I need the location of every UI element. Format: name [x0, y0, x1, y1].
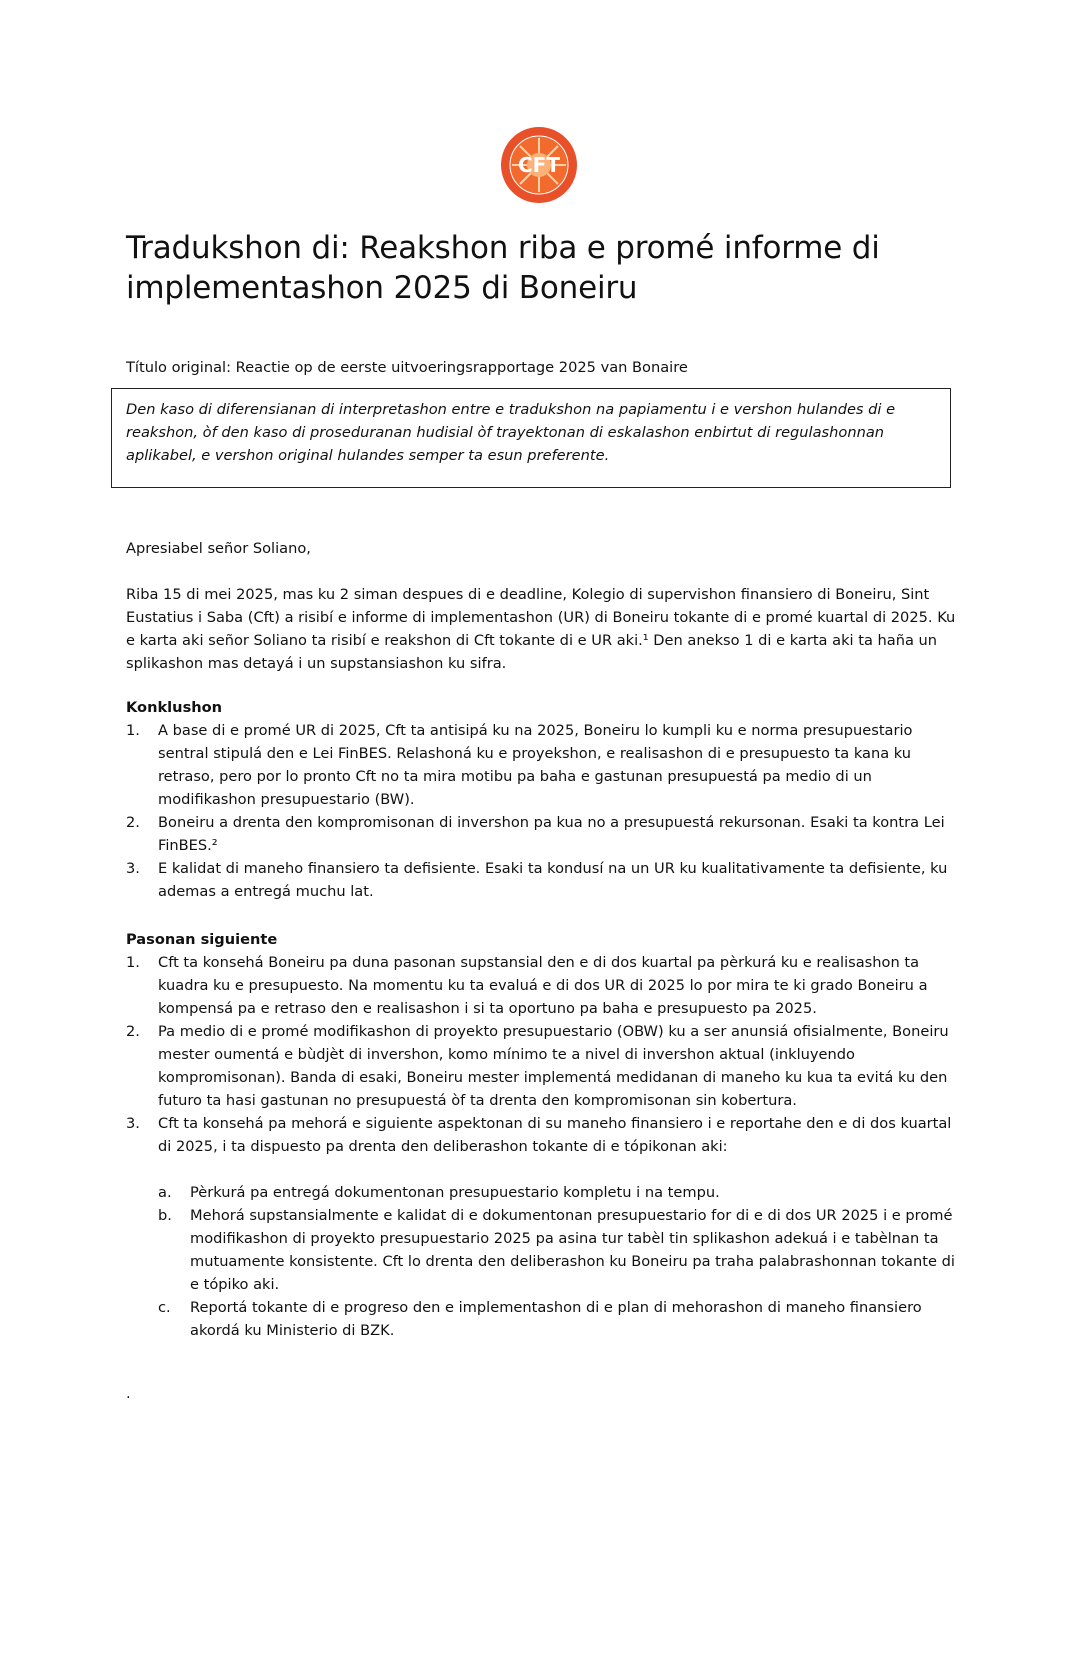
konklushon-heading: Konklushon [126, 699, 223, 716]
list-item: 3. E kalidat di maneho finansiero ta defisiente. Esaki ta kondusí na un UR ku kualitativamente ta defisiente, ku ademas a entregá muchu lat. [126, 860, 948, 900]
list-item: 2. Boneiru a drenta den kompromisonan di invershon pa kua no a presupuestá rekursonan. Esaki ta kontra Lei FinBES.² [126, 814, 945, 854]
translation-notice: Den kaso di diferensianan di interpretashon entre e tradukshon na papiamentu i e vershon hulandes di e reakshon, òf den kaso di proseduranan hudisial òf trayektonan di eskalashon enbirtut di regulashonnan aplikabel, e vershon original hulandes semper ta esun preferente. [111, 388, 951, 488]
list-item: 1. A base di e promé UR di 2025, Cft ta antisipá ku na 2025, Boneiru lo kumpli ku e norma presupuestario sentral stipulá den e Lei FinBES. Relashoná ku e proyekshon, e realisashon di e presupuesto ta kana ku retraso, pero por lo pronto Cft no ta mira motibu pa baha e gastunan presupuestá pa medio di un modifikashon presupuestario (BW). [126, 722, 913, 808]
konklushon-list [126, 719, 966, 903]
salutation: Apresiabel señor Soliano, [126, 540, 311, 557]
list-item: c. Reportá tokante di e progreso den e implementashon di e plan di mehorashon di maneho finansiero akordá ku Ministerio di BZK. [158, 1299, 922, 1339]
svg-text:CFT: CFT [518, 153, 560, 177]
konklushon-section [126, 696, 966, 903]
pasonan-section [126, 928, 966, 1342]
cft-logo [500, 126, 578, 204]
list-item: b. Mehorá supstansialmente e kalidat di e dokumentonan presupuestario for di e di dos UR 2025 i e promé modifikashon di proyekto presupuestario 2025 pa asina tur tabèl tin splikashon adekuá i e tabèlnan ta mutuamente konsistente. Cft lo drenta den deliberashon ku Boneiru pa traha palabrashonnan tokante di e tópiko aki. [158, 1207, 955, 1293]
document-title: Tradukshon di: Reakshon riba e promé informe di implementashon 2025 di Boneiru [126, 230, 880, 306]
original-title: Título original: Reactie op de eerste uitvoeringsrapportage 2025 van Bonaire [126, 359, 688, 376]
cft-seal-icon [500, 126, 578, 204]
pasonan-list [126, 951, 966, 1158]
list-item: 3. Cft ta konsehá pa mehorá e siguiente aspektonan di su maneho finansiero i e reportahe den e di dos kuartal di 2025, i ta dispuesto pa drenta den deliberashon tokante di e tópikonan aki: [126, 1115, 952, 1155]
list-item: a. Pèrkurá pa entregá dokumentonan presupuestario kompletu i na tempu. [158, 1184, 720, 1201]
list-item: 1. Cft ta konsehá Boneiru pa duna pasonan supstansial den e di dos kuartal pa pèrkurá ku e realisashon ta kuadra ku e presupuesto. Na momentu ku ta evaluá e di dos UR di 2025 lo por mira te ki grado Boneiru a kompensá pa e retraso den e realisashon i si ta oportuno pa baha e presupuesto pa 2025. [126, 954, 928, 1017]
pasonan-heading: Pasonan siguiente [126, 931, 278, 948]
trailing-period: . [126, 1385, 131, 1402]
intro-paragraph: Riba 15 di mei 2025, mas ku 2 siman despues di e deadline, Kolegio di supervishon finansiero di Boneiru, Sint Eustatius i Saba (Cft) a risibí e informe di implementashon (UR) di Boneiru tokante di e promé kuartal di 2025. Ku e karta aki señor Soliano ta risibí e reakshon di Cft tokante di e UR aki.¹ Den anekso 1 di e karta aki ta haña un splikashon mas detayá i un supstansiashon ku sifra. [126, 586, 956, 672]
list-item: 2. Pa medio di e promé modifikashon di proyekto presupuestario (OBW) ku a ser anunsiá ofisialmente, Boneiru mester oumentá e bùdjèt di invershon, komo mínimo te a nivel di invershon aktual (inkluyendo kompromisonan). Banda di esaki, Boneiru mester implementá medidanan di maneho ku kua ta evitá ku den futuro ta hasi gastunan no presupuestá òf ta drenta den kompromisonan sin kobertura. [126, 1023, 949, 1109]
pasonan-sublist [126, 1181, 966, 1342]
